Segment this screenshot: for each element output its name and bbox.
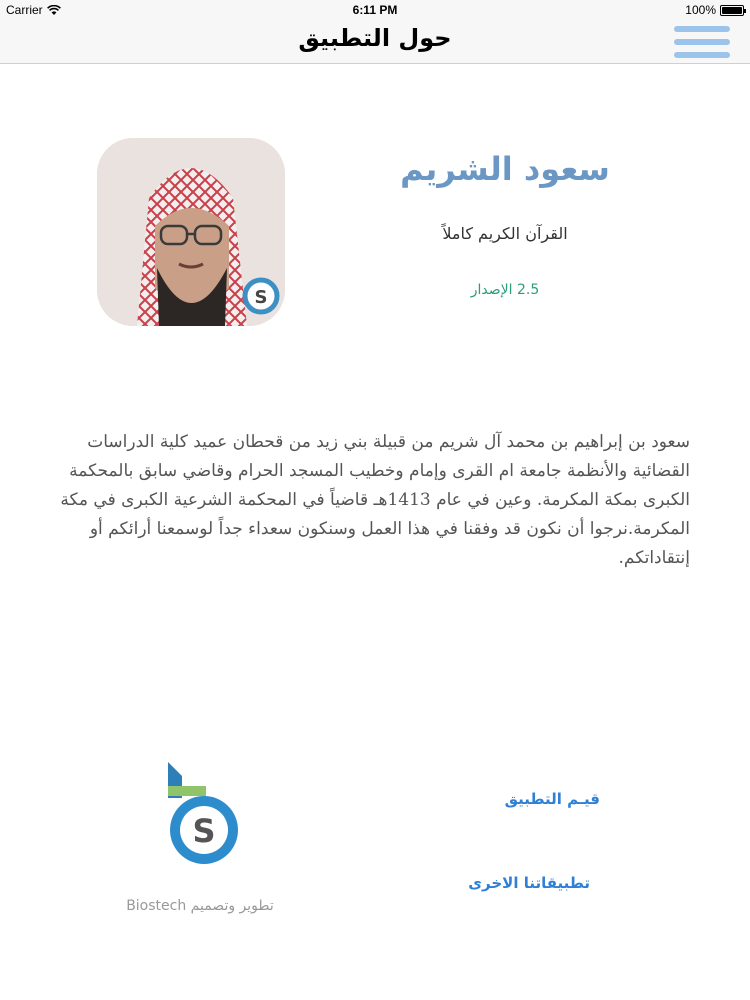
app-subtitle: القرآن الكريم كاملاً xyxy=(442,224,568,243)
app-name: سعود الشريم xyxy=(400,150,610,188)
svg-text:S: S xyxy=(192,812,216,850)
app-version: 2.5 الإصدار xyxy=(470,282,540,298)
developer-credit: تطوير وتصميم Biostech xyxy=(126,898,274,914)
status-time: 6:11 PM xyxy=(352,3,398,17)
menu-button[interactable] xyxy=(674,22,730,62)
hamburger-menu-icon xyxy=(674,39,730,45)
battery-icon xyxy=(720,5,744,16)
rate-app-link[interactable]: قيـم التطبيق xyxy=(504,790,600,808)
hamburger-menu-icon xyxy=(674,52,730,58)
reciter-portrait-image xyxy=(97,138,285,326)
battery-percent: 100% xyxy=(685,3,716,17)
page-title: حول التطبيق xyxy=(298,24,452,52)
other-apps-link[interactable]: تطبيقاتنا الاخرى xyxy=(468,874,590,892)
battery-status xyxy=(685,3,744,17)
reciter-bio: سعود بن إبراهيم بن محمد آل شريم من قبيلة بني زيد من قحطان عميد كلية الدراسات القضائية والأنظمة جامعة ام القرى وإمام وخطيب المسجد الحرام وقاضي سابق بالمحكمة الكبرى بمكة المكرمة. وعين في عام 1413هـ قاضياً في المحكمة الشرعية الكبرى في مكة المكرمة.نرجوا أن نكون قد وفقنا في هذا العمل وسنكون سعداء جداً لوسمعنا أرائكم أو إنتقاداتكم. xyxy=(60,432,690,568)
developer-logo xyxy=(158,758,248,878)
carrier-label: Carrier xyxy=(6,3,43,17)
app-icon xyxy=(97,138,285,326)
svg-text:S: S xyxy=(254,287,268,308)
hamburger-menu-icon xyxy=(674,26,730,32)
navigation-bar xyxy=(0,20,750,64)
status-bar xyxy=(0,0,750,20)
